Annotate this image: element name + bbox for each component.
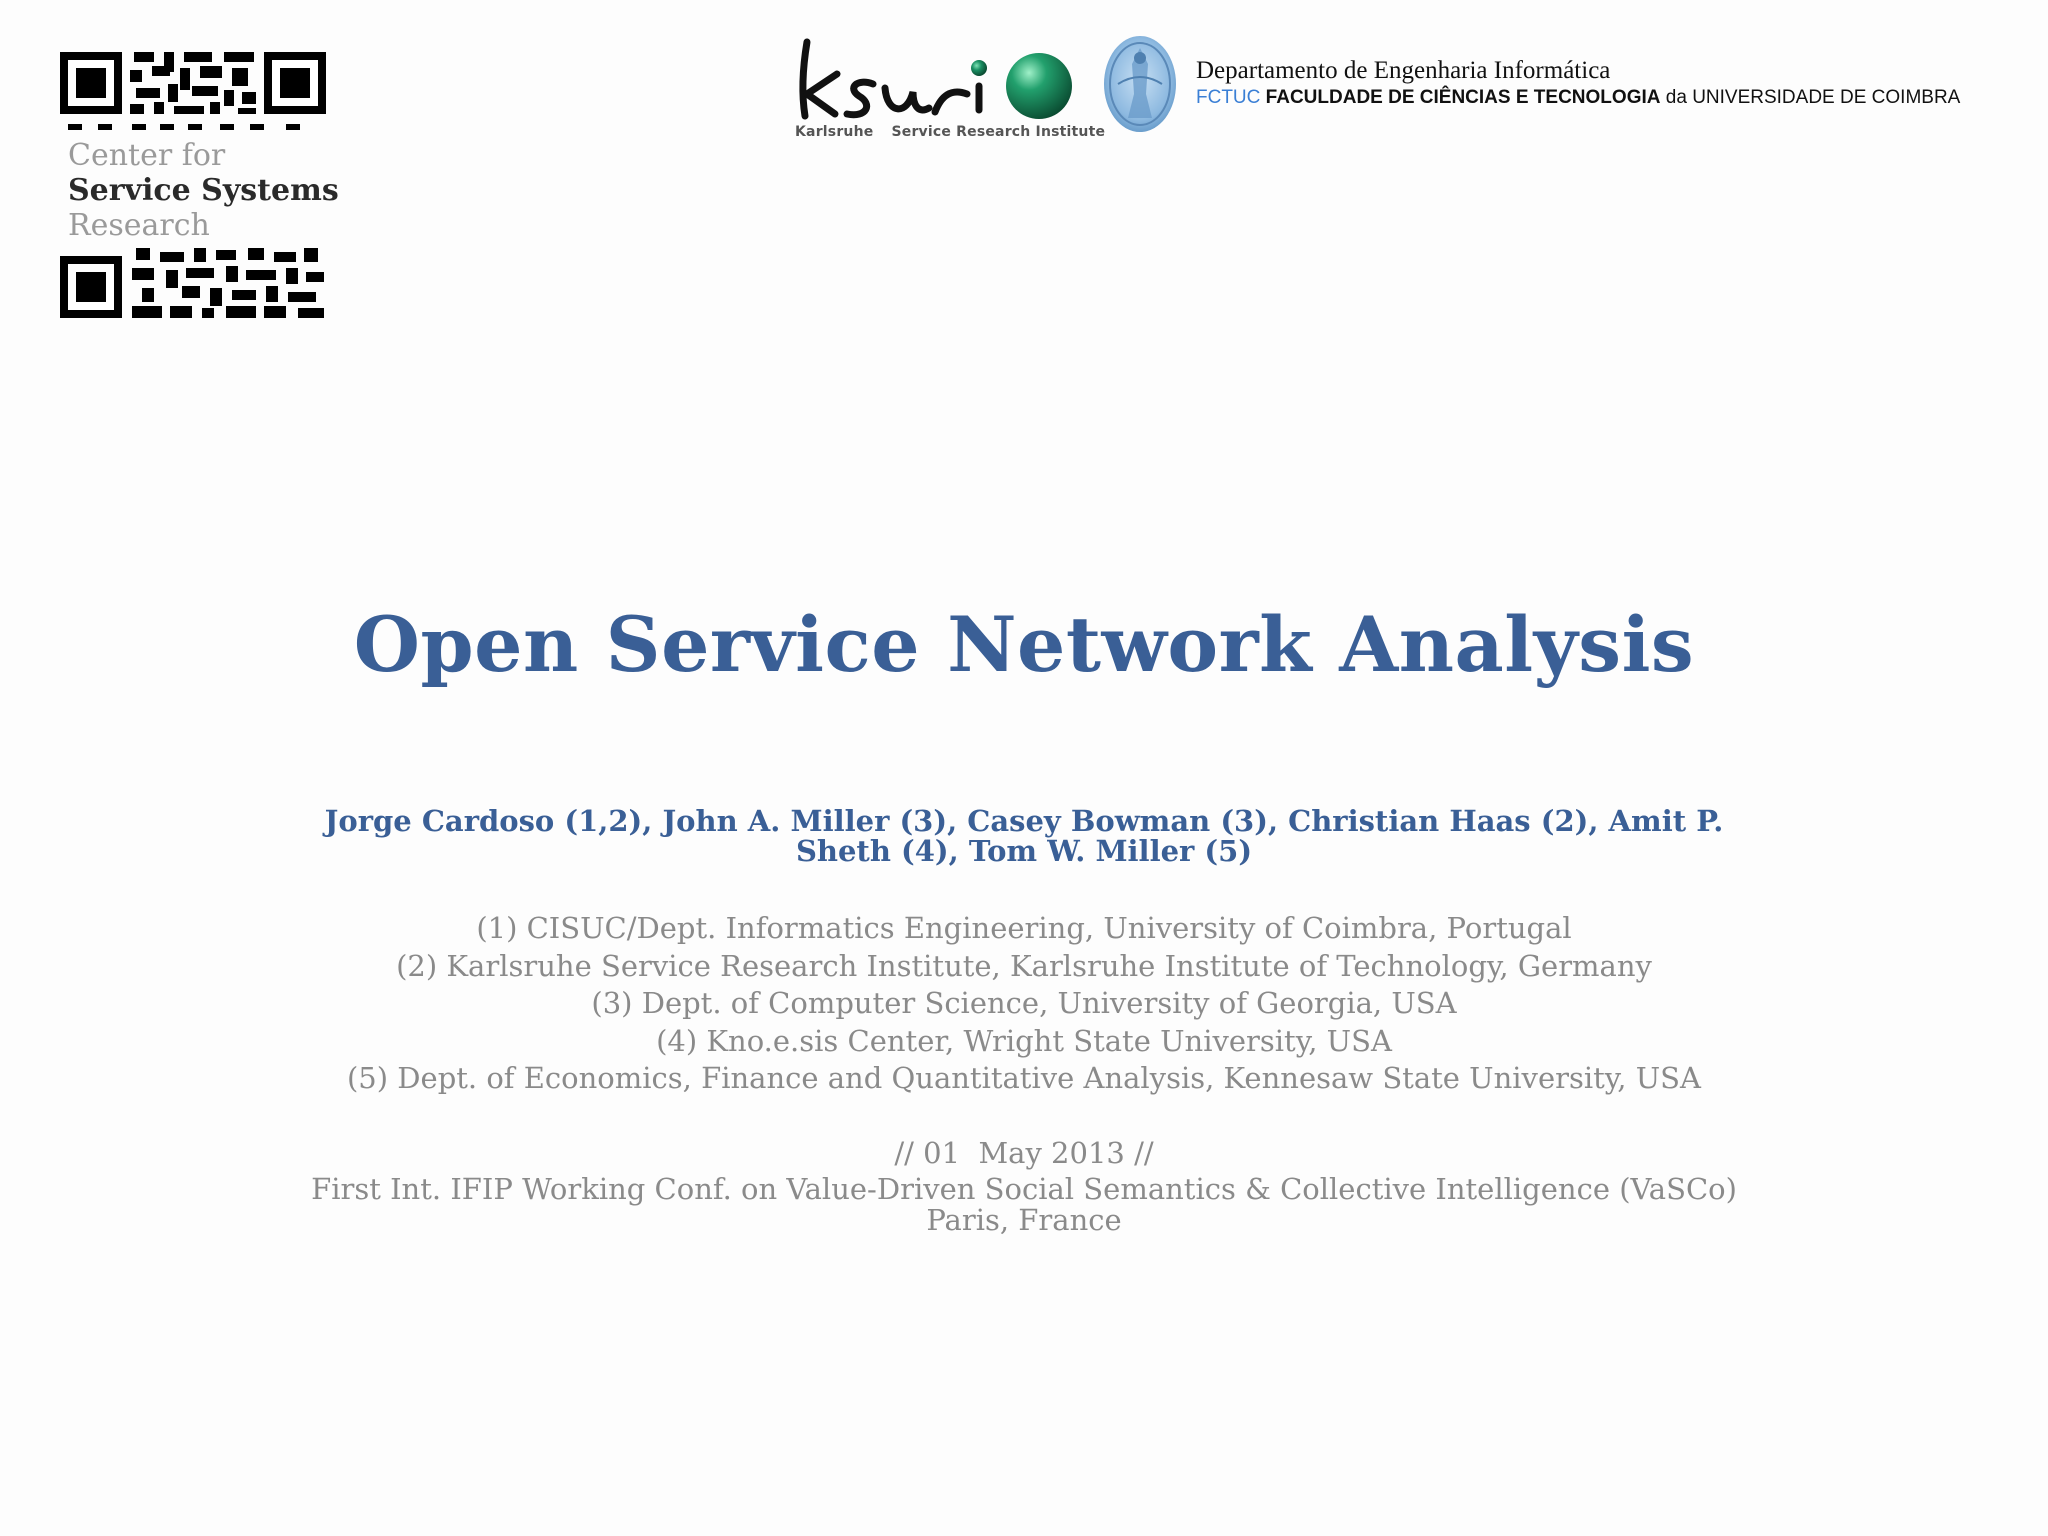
faculty-line xyxy=(1196,86,1960,110)
faculty-da: da xyxy=(1665,87,1687,108)
fctuc-label: FCTUC xyxy=(1196,87,1261,108)
affiliation-item: (2) Karlsruhe Service Research Institute, Karlsruhe Institute of Technology, Germany xyxy=(396,948,1652,983)
ksri-wordmark xyxy=(795,36,1085,126)
ksri-logo xyxy=(795,36,1106,144)
cssr-line-3: Research xyxy=(68,208,210,243)
department-name: Departamento de Engenharia Informática xyxy=(1196,57,1611,84)
affiliation-item: (3) Dept. of Computer Science, University of Georgia, USA xyxy=(591,986,1457,1020)
venue-location: Paris, France xyxy=(926,1203,1122,1237)
qr-code-bottom xyxy=(60,248,326,320)
author-list: Jorge Cardoso (1,2), John A. Miller (3), Casey Bowman (3), Christian Haas (2), Amit P. Sheth (4), Tom W. Miller (5) xyxy=(324,804,1724,868)
university-name: UNIVERSIDADE DE COIMBRA xyxy=(1692,87,1961,108)
affiliation-item: (1) CISUC/Dept. Informatics Engineering, University of Coimbra, Portugal xyxy=(476,911,1572,945)
affiliation-item: (4) Kno.e.sis Center, Wright State University, USA xyxy=(656,1023,1392,1058)
venue xyxy=(0,1174,2048,1236)
coimbra-seal-icon xyxy=(1102,34,1178,134)
cssr-line-1: Center for xyxy=(68,138,226,173)
faculty-name: FACULDADE DE CIÊNCIAS E TECNOLOGIA xyxy=(1265,87,1661,108)
qr-code-top xyxy=(60,52,326,134)
cssr-line-2: Service Systems xyxy=(68,173,339,208)
cssr-logo-text xyxy=(68,138,339,243)
ksri-caption xyxy=(795,124,1105,140)
venue-conference: First Int. IFIP Working Conf. on Value-Driven Social Semantics & Collective Intelligence (VaSCo) xyxy=(311,1172,1737,1206)
ksri-caption-right: Service Research Institute xyxy=(891,124,1106,140)
ksri-caption-left: Karlsruhe xyxy=(795,124,874,140)
affiliation-item: (5) Dept. of Economics, Finance and Quantitative Analysis, Kennesaw State University, USA xyxy=(346,1061,1701,1095)
presentation-date: // 01 May 2013 // xyxy=(894,1136,1154,1170)
slide-title: Open Service Network Analysis xyxy=(353,600,1695,689)
affiliation-list xyxy=(0,910,2048,1098)
department-header xyxy=(1196,56,1960,110)
